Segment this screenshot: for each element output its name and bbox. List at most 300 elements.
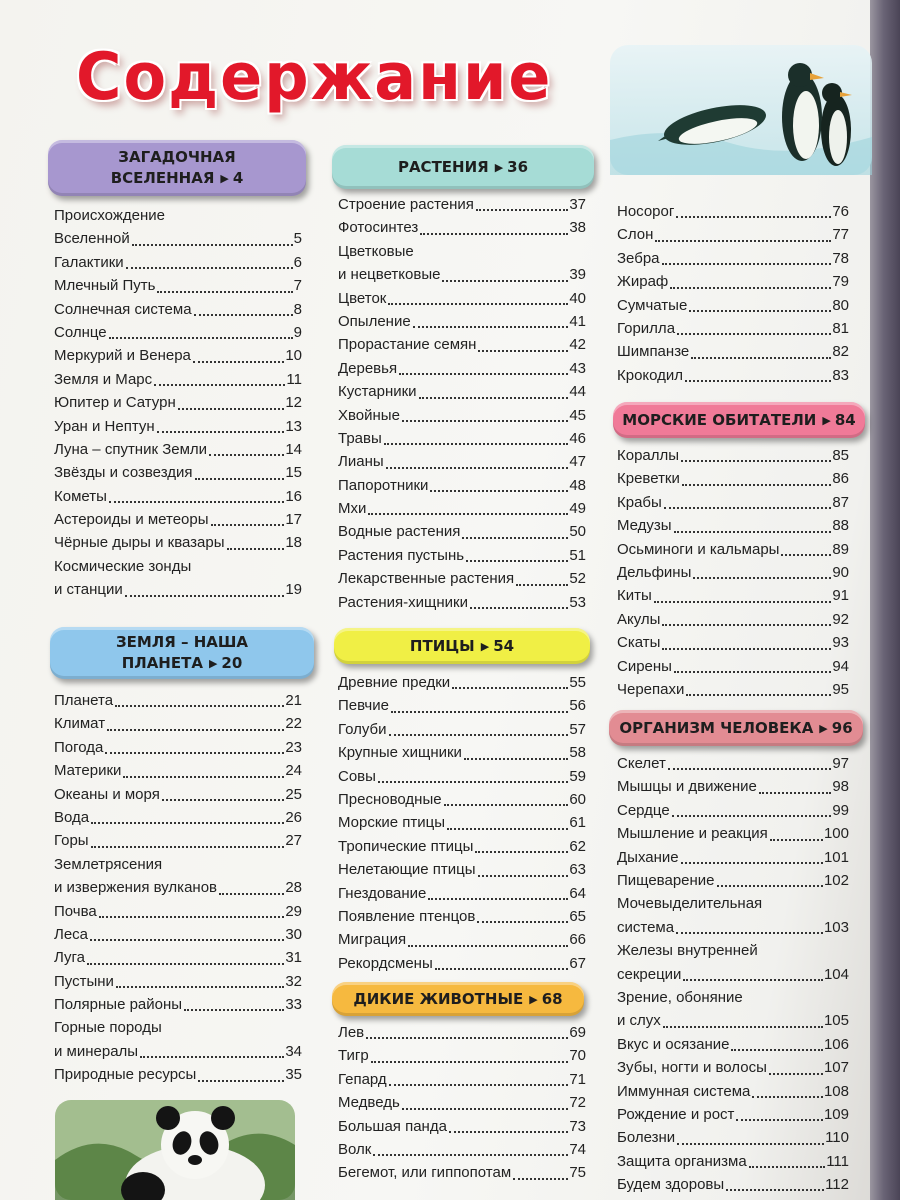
toc-entry-title: Морские птицы xyxy=(338,814,446,832)
toc-list-wild-animals xyxy=(338,1021,586,1185)
dot-leader xyxy=(449,1130,568,1133)
toc-entry-title: Тропические птицы xyxy=(338,837,474,855)
toc-entry[interactable] xyxy=(338,357,586,380)
toc-entry[interactable] xyxy=(54,1016,302,1063)
toc-entry[interactable] xyxy=(338,905,586,928)
toc-entry-title: Креветки xyxy=(617,470,680,488)
toc-entry[interactable] xyxy=(338,694,586,717)
toc-entry-title: и минералы xyxy=(54,1042,139,1060)
arrow-right-icon: ▶ xyxy=(529,992,538,1006)
toc-entry[interactable] xyxy=(338,427,586,450)
toc-entry-title-line1: Космические зонды xyxy=(54,557,192,575)
toc-entry-title: и нецветковые xyxy=(338,266,441,284)
toc-entry-page-number: 22 xyxy=(285,715,302,733)
toc-entry[interactable] xyxy=(338,1091,586,1114)
toc-entry[interactable] xyxy=(338,567,586,590)
toc-entry-title: Полярные районы xyxy=(54,996,183,1014)
toc-entry[interactable] xyxy=(338,671,586,694)
dot-leader xyxy=(770,838,823,841)
dot-leader xyxy=(194,313,293,316)
toc-entry-title: Крокодил xyxy=(617,366,684,384)
toc-entry-title: Черепахи xyxy=(617,680,685,698)
dot-leader xyxy=(442,279,568,282)
arrow-right-icon: ▶ xyxy=(220,172,229,185)
toc-entry-page-number: 104 xyxy=(823,965,849,983)
toc-entry-title: Вода xyxy=(54,808,90,826)
toc-entry-page-number: 48 xyxy=(569,476,586,494)
toc-entry-title: Кораллы xyxy=(617,446,680,464)
dot-leader xyxy=(736,1118,823,1121)
toc-entry[interactable] xyxy=(338,310,586,333)
toc-entry-title: Опыление xyxy=(338,312,411,330)
section-header-universe[interactable] xyxy=(48,140,306,196)
section-title: РАСТЕНИЯ ▶ 36 xyxy=(397,157,529,176)
toc-entry-title: Зебра xyxy=(617,249,660,267)
dot-leader xyxy=(677,1142,824,1145)
toc-entry-page-number: 59 xyxy=(569,767,586,785)
dot-leader xyxy=(662,623,831,626)
toc-entry-page-number: 6 xyxy=(293,253,302,271)
toc-entry[interactable] xyxy=(338,1068,586,1091)
dot-leader xyxy=(683,978,823,981)
toc-entry-page-number: 45 xyxy=(569,406,586,424)
toc-entry[interactable] xyxy=(338,404,586,427)
toc-entry-page-number: 111 xyxy=(826,1152,849,1170)
dot-leader xyxy=(447,827,568,830)
toc-entry[interactable] xyxy=(338,474,586,497)
toc-entry-title: Солнечная система xyxy=(54,300,192,318)
toc-entry[interactable] xyxy=(338,1115,586,1138)
dot-leader xyxy=(691,356,831,359)
toc-entry[interactable] xyxy=(338,193,586,216)
dot-leader xyxy=(90,938,284,941)
dot-leader xyxy=(731,1048,822,1051)
dot-leader xyxy=(209,453,284,456)
toc-entry-title: Климат xyxy=(54,715,106,733)
toc-entry[interactable] xyxy=(617,869,849,892)
dot-leader xyxy=(513,1177,568,1180)
toc-entry[interactable] xyxy=(617,1126,849,1149)
toc-entry[interactable] xyxy=(617,467,849,490)
toc-entry-title: Погода xyxy=(54,738,104,756)
dot-leader xyxy=(759,791,831,794)
section-page-number: 36 xyxy=(507,157,529,176)
dot-leader xyxy=(752,1095,823,1098)
dot-leader xyxy=(477,920,568,923)
toc-entry[interactable] xyxy=(617,364,849,387)
dot-leader xyxy=(654,600,832,603)
toc-entry[interactable] xyxy=(617,775,849,798)
section-header-sea-life[interactable] xyxy=(613,402,865,438)
toc-entry[interactable] xyxy=(54,993,302,1016)
dot-leader xyxy=(371,1060,569,1063)
dot-leader xyxy=(109,336,293,339)
section-header-birds[interactable] xyxy=(334,628,590,664)
toc-entry[interactable] xyxy=(54,689,302,712)
section-title: МОРСКИЕ ОБИТАТЕЛИ ▶ 84 xyxy=(622,410,856,429)
toc-entry-title: Почва xyxy=(54,902,97,920)
toc-column-2 xyxy=(338,0,586,1200)
toc-entry-title: Нелетающие птицы xyxy=(338,861,476,879)
toc-entry-title: Лекарственные растения xyxy=(338,570,515,588)
section-title-line1: ЗЕМЛЯ – НАША xyxy=(115,633,249,651)
dot-leader xyxy=(686,693,831,696)
toc-entry[interactable] xyxy=(617,584,849,607)
toc-entry-title-line1: Мочевыделительная xyxy=(617,895,763,913)
section-header-earth[interactable] xyxy=(50,627,314,679)
toc-entry[interactable] xyxy=(338,544,586,567)
toc-entry-title: Крупные хищники xyxy=(338,744,462,762)
toc-entry[interactable] xyxy=(338,450,586,473)
toc-entry-page-number: 43 xyxy=(569,359,586,377)
toc-entry[interactable] xyxy=(54,829,302,852)
toc-entry-title: Гепард xyxy=(338,1070,387,1088)
toc-entry-title: Солнце xyxy=(54,323,107,341)
toc-entry-title-line1: Железы внутренней xyxy=(617,942,758,960)
toc-entry[interactable] xyxy=(617,294,849,317)
dot-leader xyxy=(368,512,568,515)
toc-list-human-body xyxy=(617,752,849,1196)
toc-entry[interactable] xyxy=(617,270,849,293)
toc-entry-page-number: 39 xyxy=(569,266,586,284)
toc-entry-page-number: 64 xyxy=(569,884,586,902)
toc-entry-page-number: 8 xyxy=(293,300,302,318)
toc-entry[interactable] xyxy=(617,223,849,246)
toc-entry-page-number: 55 xyxy=(569,673,586,691)
toc-entry-title-line1: Горные породы xyxy=(54,1019,162,1037)
toc-column-3 xyxy=(617,0,856,1200)
toc-entry[interactable] xyxy=(617,608,849,631)
toc-entry[interactable] xyxy=(54,900,302,923)
toc-entry[interactable] xyxy=(338,497,586,520)
toc-entry[interactable] xyxy=(54,461,302,484)
toc-list-universe xyxy=(54,204,302,602)
toc-entry[interactable] xyxy=(617,799,849,822)
toc-entry[interactable] xyxy=(54,1063,302,1086)
toc-entry-title: Будем здоровы xyxy=(617,1176,725,1194)
dot-leader xyxy=(386,466,569,469)
toc-entry[interactable] xyxy=(54,274,302,297)
dot-leader xyxy=(219,892,284,895)
toc-entry[interactable] xyxy=(617,514,849,537)
toc-entry-title-line1: Цветковые xyxy=(338,242,414,260)
page-title: Содержание xyxy=(76,38,553,115)
toc-entry-page-number: 23 xyxy=(285,738,302,756)
toc-entry[interactable] xyxy=(617,444,849,467)
toc-entry-title: Звёзды и созвездия xyxy=(54,464,193,482)
toc-entry-page-number: 90 xyxy=(832,563,849,581)
dot-leader xyxy=(662,262,832,265)
toc-entry-title: Акулы xyxy=(617,610,661,628)
toc-entry-title: Планета xyxy=(54,691,114,709)
toc-entry[interactable] xyxy=(617,247,849,270)
toc-entry[interactable] xyxy=(54,970,302,993)
toc-entry[interactable] xyxy=(54,508,302,531)
dot-leader xyxy=(670,286,831,289)
toc-entry[interactable] xyxy=(617,822,849,845)
dot-leader xyxy=(677,332,831,335)
toc-entry-title-line1: Землетрясения xyxy=(54,855,163,873)
dot-leader xyxy=(419,396,569,399)
toc-entry[interactable] xyxy=(617,1150,849,1173)
toc-entry[interactable] xyxy=(338,765,586,788)
toc-entry-title: Пищеварение xyxy=(617,871,715,889)
dot-leader xyxy=(408,944,568,947)
toc-entry-title: Появление птенцов xyxy=(338,907,476,925)
toc-entry[interactable] xyxy=(54,531,302,554)
toc-entry[interactable] xyxy=(617,752,849,775)
toc-entry[interactable] xyxy=(617,892,849,939)
dot-leader xyxy=(717,884,823,887)
toc-entry[interactable] xyxy=(617,846,849,869)
arrow-right-icon: ▶ xyxy=(208,657,218,670)
toc-entry-page-number: 34 xyxy=(285,1042,302,1060)
toc-entry[interactable] xyxy=(54,438,302,461)
toc-entry[interactable] xyxy=(338,835,586,858)
section-title-line1: ЗАГАДОЧНАЯ xyxy=(118,148,236,166)
dot-leader xyxy=(478,349,568,352)
dot-leader xyxy=(391,710,568,713)
toc-entry-title: Лев xyxy=(338,1023,365,1041)
toc-entry-page-number: 30 xyxy=(285,925,302,943)
toc-entry[interactable] xyxy=(617,678,849,701)
toc-entry[interactable] xyxy=(338,1138,586,1161)
toc-entry[interactable] xyxy=(617,538,849,561)
toc-entry[interactable] xyxy=(338,1044,586,1067)
toc-entry-title: Кометы xyxy=(54,487,107,505)
toc-entry-title: Пустыни xyxy=(54,972,114,990)
dot-leader xyxy=(184,1008,284,1011)
toc-entry-page-number: 52 xyxy=(569,570,586,588)
toc-entry[interactable] xyxy=(617,1056,849,1079)
toc-list-plants xyxy=(338,193,586,614)
dot-leader xyxy=(681,459,831,462)
dot-leader xyxy=(91,845,285,848)
toc-entry-page-number: 102 xyxy=(823,871,849,889)
toc-entry[interactable] xyxy=(617,939,849,986)
toc-entry-title: Уран и Нептун xyxy=(54,417,155,435)
toc-entry[interactable] xyxy=(54,555,302,602)
dot-leader xyxy=(452,686,568,689)
arrow-right-icon: ▶ xyxy=(480,639,490,653)
toc-entry-page-number: 110 xyxy=(825,1129,849,1147)
dot-leader xyxy=(420,232,568,235)
dot-leader xyxy=(91,821,284,824)
toc-entry[interactable] xyxy=(617,340,849,363)
toc-entry-page-number: 16 xyxy=(285,487,302,505)
toc-entry[interactable] xyxy=(54,368,302,391)
toc-entry[interactable] xyxy=(338,1021,586,1044)
toc-entry-title: Леса xyxy=(54,925,89,943)
toc-list-earth xyxy=(54,689,302,1087)
toc-entry-page-number: 44 xyxy=(569,383,586,401)
dot-leader xyxy=(157,430,285,433)
dot-leader xyxy=(211,523,285,526)
section-page-number: 20 xyxy=(221,654,243,672)
toc-entry-page-number: 103 xyxy=(823,918,849,936)
toc-entry-page-number: 26 xyxy=(285,808,302,826)
toc-entry[interactable] xyxy=(617,200,849,223)
toc-entry[interactable] xyxy=(54,415,302,438)
section-title: ОРГАНИЗМ ЧЕЛОВЕКА ▶ 96 xyxy=(619,718,853,737)
toc-entry[interactable] xyxy=(338,1161,586,1184)
section-header-human-body[interactable] xyxy=(609,710,863,746)
dot-leader xyxy=(466,559,568,562)
toc-entry-page-number: 5 xyxy=(293,230,302,248)
toc-entry-title: Дельфины xyxy=(617,563,692,581)
toc-entry[interactable] xyxy=(338,718,586,741)
toc-entry[interactable] xyxy=(338,858,586,881)
dot-leader xyxy=(464,757,568,760)
section-title-line2: ПЛАНЕТА ▶ 20 xyxy=(121,654,243,672)
section-page-number: 84 xyxy=(834,410,856,429)
dot-leader xyxy=(87,962,284,965)
toc-entry[interactable] xyxy=(54,759,302,782)
toc-entry-title: Цветок xyxy=(338,289,387,307)
toc-entry[interactable] xyxy=(617,1103,849,1126)
toc-list-sea-life xyxy=(617,444,849,701)
toc-entry[interactable] xyxy=(338,520,586,543)
toc-entry-page-number: 38 xyxy=(569,219,586,237)
toc-entry-page-number: 19 xyxy=(285,581,302,599)
toc-entry-page-number: 9 xyxy=(293,323,302,341)
toc-entry-page-number: 105 xyxy=(823,1012,849,1030)
toc-entry[interactable] xyxy=(54,344,302,367)
toc-entry[interactable] xyxy=(617,561,849,584)
toc-entry[interactable] xyxy=(617,491,849,514)
toc-entry[interactable] xyxy=(54,853,302,900)
dot-leader xyxy=(193,360,284,363)
toc-entry-title-line2 xyxy=(54,578,302,601)
toc-entry-title: Деревья xyxy=(338,359,398,377)
toc-entry-title-line2 xyxy=(617,916,849,939)
toc-entry[interactable] xyxy=(617,986,849,1033)
dot-leader xyxy=(227,547,285,550)
toc-entry[interactable] xyxy=(617,1173,849,1196)
dot-leader xyxy=(154,383,285,386)
toc-entry-title: Зубы, ногти и волосы xyxy=(617,1059,767,1077)
toc-entry-title: Жираф xyxy=(617,273,669,291)
toc-entry[interactable] xyxy=(617,1033,849,1056)
toc-entry-title: и слух xyxy=(617,1012,661,1030)
toc-entry-page-number: 28 xyxy=(285,879,302,897)
toc-entry-title: Галактики xyxy=(54,253,124,271)
toc-entry[interactable] xyxy=(54,321,302,344)
toc-entry-page-number: 108 xyxy=(823,1082,849,1100)
section-title-line2: ВСЕЛЕННАЯ ▶ 4 xyxy=(110,169,244,187)
toc-entry[interactable] xyxy=(54,712,302,735)
section-page-number: 96 xyxy=(831,718,853,737)
toc-entry-page-number: 76 xyxy=(832,202,849,220)
toc-entry[interactable] xyxy=(54,204,302,251)
toc-entry[interactable] xyxy=(54,923,302,946)
toc-entry-page-number: 74 xyxy=(569,1140,586,1158)
dot-leader xyxy=(178,407,285,410)
dot-leader xyxy=(769,1072,823,1075)
toc-entry[interactable] xyxy=(617,655,849,678)
toc-entry[interactable] xyxy=(338,928,586,951)
toc-entry-page-number: 73 xyxy=(569,1117,586,1135)
toc-entry[interactable] xyxy=(338,380,586,403)
toc-entry[interactable] xyxy=(54,391,302,414)
toc-entry[interactable] xyxy=(54,251,302,274)
toc-entry-title: Дыхание xyxy=(617,848,679,866)
toc-entry[interactable] xyxy=(54,298,302,321)
toc-entry-page-number: 67 xyxy=(569,954,586,972)
dot-leader xyxy=(726,1188,824,1191)
toc-entry-page-number: 69 xyxy=(569,1023,586,1041)
toc-entry-page-number: 106 xyxy=(823,1035,849,1053)
toc-entry[interactable] xyxy=(617,631,849,654)
toc-entry-page-number: 71 xyxy=(569,1070,586,1088)
toc-entry[interactable] xyxy=(338,811,586,834)
dot-leader xyxy=(668,767,831,770)
toc-entry-title: Меркурий и Венера xyxy=(54,347,191,365)
toc-entry[interactable] xyxy=(54,736,302,759)
toc-entry[interactable] xyxy=(338,591,586,614)
toc-entry[interactable] xyxy=(338,788,586,811)
dot-leader xyxy=(781,553,831,556)
toc-entry[interactable] xyxy=(338,952,586,975)
toc-column-1 xyxy=(54,0,302,1200)
toc-entry-page-number: 97 xyxy=(832,754,849,772)
toc-entry-page-number: 27 xyxy=(285,832,302,850)
toc-entry-page-number: 100 xyxy=(823,825,849,843)
dot-leader xyxy=(140,1055,284,1058)
dot-leader xyxy=(672,814,832,817)
dot-leader xyxy=(676,215,831,218)
toc-entry-page-number: 61 xyxy=(569,814,586,832)
dot-leader xyxy=(162,798,284,801)
toc-entry-page-number: 53 xyxy=(569,593,586,611)
toc-entry-title: Слон xyxy=(617,226,654,244)
toc-entry[interactable] xyxy=(338,216,586,239)
dot-leader xyxy=(655,239,831,242)
toc-entry-title: Шимпанзе xyxy=(617,343,690,361)
toc-entry[interactable] xyxy=(338,882,586,905)
toc-entry-title: Горы xyxy=(54,832,89,850)
toc-entry-page-number: 112 xyxy=(825,1176,849,1194)
toc-entry-title: Скелет xyxy=(617,754,666,772)
toc-entry-page-number: 40 xyxy=(569,289,586,307)
dot-leader xyxy=(195,477,285,480)
toc-entry-title: Прорастание семян xyxy=(338,336,477,354)
toc-entry[interactable] xyxy=(338,333,586,356)
section-header-plants[interactable] xyxy=(332,145,594,189)
dot-leader xyxy=(435,967,569,970)
toc-entry[interactable] xyxy=(54,485,302,508)
toc-entry[interactable] xyxy=(54,946,302,969)
dot-leader xyxy=(478,874,569,877)
toc-entry-page-number: 12 xyxy=(285,394,302,412)
toc-entry-title: Киты xyxy=(617,587,652,605)
toc-entry-page-number: 83 xyxy=(832,366,849,384)
toc-entry-title: Астероиды и метеоры xyxy=(54,511,209,529)
toc-entry-page-number: 21 xyxy=(285,691,302,709)
dot-leader xyxy=(685,379,831,382)
toc-entry[interactable] xyxy=(338,240,586,287)
toc-entry[interactable] xyxy=(338,741,586,764)
toc-entry-title-line1: Происхождение xyxy=(54,207,165,224)
toc-entry[interactable] xyxy=(54,806,302,829)
toc-entry[interactable] xyxy=(617,317,849,340)
toc-entry-page-number: 57 xyxy=(569,720,586,738)
toc-entry[interactable] xyxy=(54,783,302,806)
section-header-wild-animals[interactable] xyxy=(332,982,584,1016)
toc-entry[interactable] xyxy=(617,1080,849,1103)
toc-entry-title: Древние предки xyxy=(338,673,451,691)
toc-entry[interactable] xyxy=(338,287,586,310)
